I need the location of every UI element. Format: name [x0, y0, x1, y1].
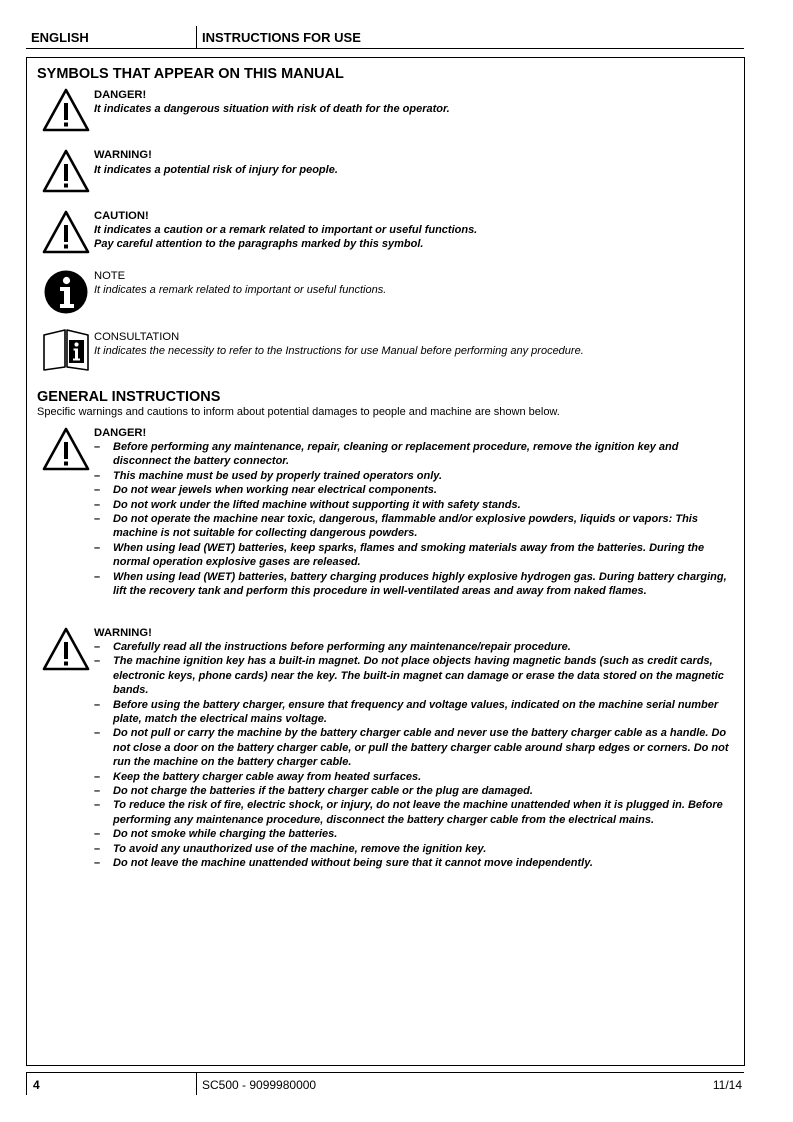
info-circle-icon [41, 269, 91, 315]
warning-triangle-icon [41, 626, 91, 672]
danger-bullet-6: When using lead (WET) batteries, keep sparks, flames and smoking materials away from the batteries. During the normal operation explosive gases are released. [113, 541, 705, 569]
general-intro: Specific warnings and cautions to inform about potential damages to people and machine are shown below. [37, 406, 560, 418]
bullet-dash: – [94, 799, 101, 812]
list-item [94, 798, 739, 827]
footer-model: SC500 - 9099980000 [202, 1078, 317, 1092]
warning-triangle-icon [41, 426, 91, 472]
symbol-danger-label: DANGER! [94, 89, 147, 101]
bullet-dash: – [94, 513, 101, 526]
warning-bullet-1: Carefully read all the instructions before performing any maintenance/repair procedure. [113, 641, 571, 653]
warning-bullet-4: Do not pull or carry the machine by the battery charger cable and never use the battery charger cable as a handle. Do not close a door on the battery charger cable, or pull the battery charger cable around sharp edges or corners. Do not run the machine on the battery charger cable. [113, 727, 729, 769]
list-item [94, 856, 739, 870]
warning-bullet-2: The machine ignition key has a built-in magnet. Do not place objects having magnetic bands (such as credit cards, electronic keys, phone cards) near the key. The built-in magnet can damage or erase the data stored on the magnetic bands. [113, 655, 724, 697]
list-item [94, 570, 739, 599]
symbol-note-label: NOTE [94, 270, 126, 282]
symbol-warning-label: WARNING! [94, 149, 152, 161]
symbol-note-desc: It indicates a remark related to important or useful functions. [94, 284, 387, 296]
danger-bullet-4: Do not work under the lifted machine without supporting it with safety stands. [113, 498, 521, 511]
bullet-dash: – [94, 770, 101, 783]
symbol-caution-desc-2: Pay careful attention to the paragraphs marked by this symbol. [94, 238, 424, 250]
warning-triangle-icon [41, 87, 91, 133]
warning-bullet-6: Do not charge the batteries if the battery charger cable or the plug are damaged. [113, 785, 533, 798]
bullet-dash: – [94, 641, 101, 653]
bullet-dash: – [94, 469, 101, 482]
warning-bullet-8: Do not smoke while charging the batteries. [113, 828, 338, 841]
warning-triangle-icon [41, 209, 91, 255]
bullet-dash: – [94, 828, 101, 841]
warning-bullet-10: Do not leave the machine unattended without being sure that it cannot move independently. [113, 857, 593, 870]
list-item [94, 654, 739, 697]
bullet-dash: – [94, 842, 101, 855]
manual-book-icon [41, 326, 91, 372]
footer-divider [196, 1073, 197, 1095]
danger-bullet-2: This machine must be used by properly trained operators only. [113, 469, 443, 482]
warning-label: WARNING! [94, 627, 152, 639]
symbol-consultation-desc: It indicates the necessity to refer to the Instructions for use Manual before performing any procedure. [94, 345, 584, 357]
warning-bullet-3: Before using the battery charger, ensure that frequency and voltage values, indicated on the machine serial number plate, match the electrical mains voltage. [113, 698, 719, 726]
footer-left-border [26, 1073, 27, 1095]
list-item [94, 640, 739, 654]
symbol-warning-desc: It indicates a potential risk of injury for people. [94, 164, 338, 176]
bullet-dash: – [94, 655, 101, 668]
list-item [94, 440, 739, 469]
header-divider [196, 26, 197, 48]
warning-bullet-5: Keep the battery charger cable away from heated surfaces. [113, 770, 422, 783]
warning-triangle-icon [41, 148, 91, 194]
list-item [94, 842, 739, 856]
bullet-dash: – [94, 484, 101, 497]
symbol-caution-desc-1: It indicates a caution or a remark related to important or useful functions. [94, 224, 478, 236]
danger-list [94, 440, 739, 598]
bullet-dash: – [94, 727, 101, 740]
footer-page-count: 11/14 [712, 1078, 742, 1092]
bullet-dash: – [94, 498, 101, 511]
warning-list [94, 640, 739, 871]
list-item [94, 726, 739, 769]
bullet-dash: – [94, 541, 101, 554]
danger-bullet-5: Do not operate the machine near toxic, dangerous, flammable and/or explosive powders, liquids or vapors: This machine is not suitable for collecting dangerous powders. [113, 513, 698, 540]
symbols-title: SYMBOLS THAT APPEAR ON THIS MANUAL [37, 66, 344, 82]
bullet-dash: – [94, 857, 101, 870]
bullet-dash: – [94, 441, 101, 453]
danger-bullet-3: Do not wear jewels when working near electrical components. [113, 484, 437, 497]
list-item [94, 698, 739, 727]
danger-bullet-7: When using lead (WET) batteries, battery charging produces highly explosive hydrogen gas. During battery charging, lift the recovery tank and perform this procedure in well-ventilated areas and away from naked flames. [113, 570, 727, 598]
warning-bullet-7: To reduce the risk of fire, electric shock, or injury, do not leave the machine unattended when it is plugged in. Before performing any maintenance procedure, disconnect the battery charger cable from the electrical mains. [113, 799, 723, 826]
general-title: GENERAL INSTRUCTIONS [37, 389, 221, 405]
list-item [94, 512, 739, 541]
danger-bullet-1: Before performing any maintenance, repair, cleaning or replacement procedure, remove the ignition key and disconnect the battery connector. [113, 441, 679, 468]
list-item [94, 770, 739, 784]
header-section: INSTRUCTIONS FOR USE [202, 30, 361, 45]
list-item [94, 541, 739, 570]
bullet-dash: – [94, 698, 101, 711]
symbol-consultation-label: CONSULTATION [94, 331, 180, 343]
list-item [94, 483, 739, 497]
list-item [94, 498, 739, 512]
danger-label: DANGER! [94, 427, 147, 439]
page-footer [26, 1072, 744, 1095]
warning-bullet-9: To avoid any unauthorized use of the machine, remove the ignition key. [113, 842, 487, 855]
list-item [94, 469, 739, 483]
symbol-danger-desc: It indicates a dangerous situation with risk of death for the operator. [94, 103, 450, 115]
bullet-dash: – [94, 570, 101, 583]
header-language: ENGLISH [31, 30, 89, 45]
footer-page-number: 4 [33, 1078, 40, 1092]
bullet-dash: – [94, 785, 101, 798]
list-item [94, 784, 739, 798]
page-header [26, 26, 744, 49]
list-item [94, 827, 739, 841]
symbol-caution-label: CAUTION! [94, 210, 149, 222]
